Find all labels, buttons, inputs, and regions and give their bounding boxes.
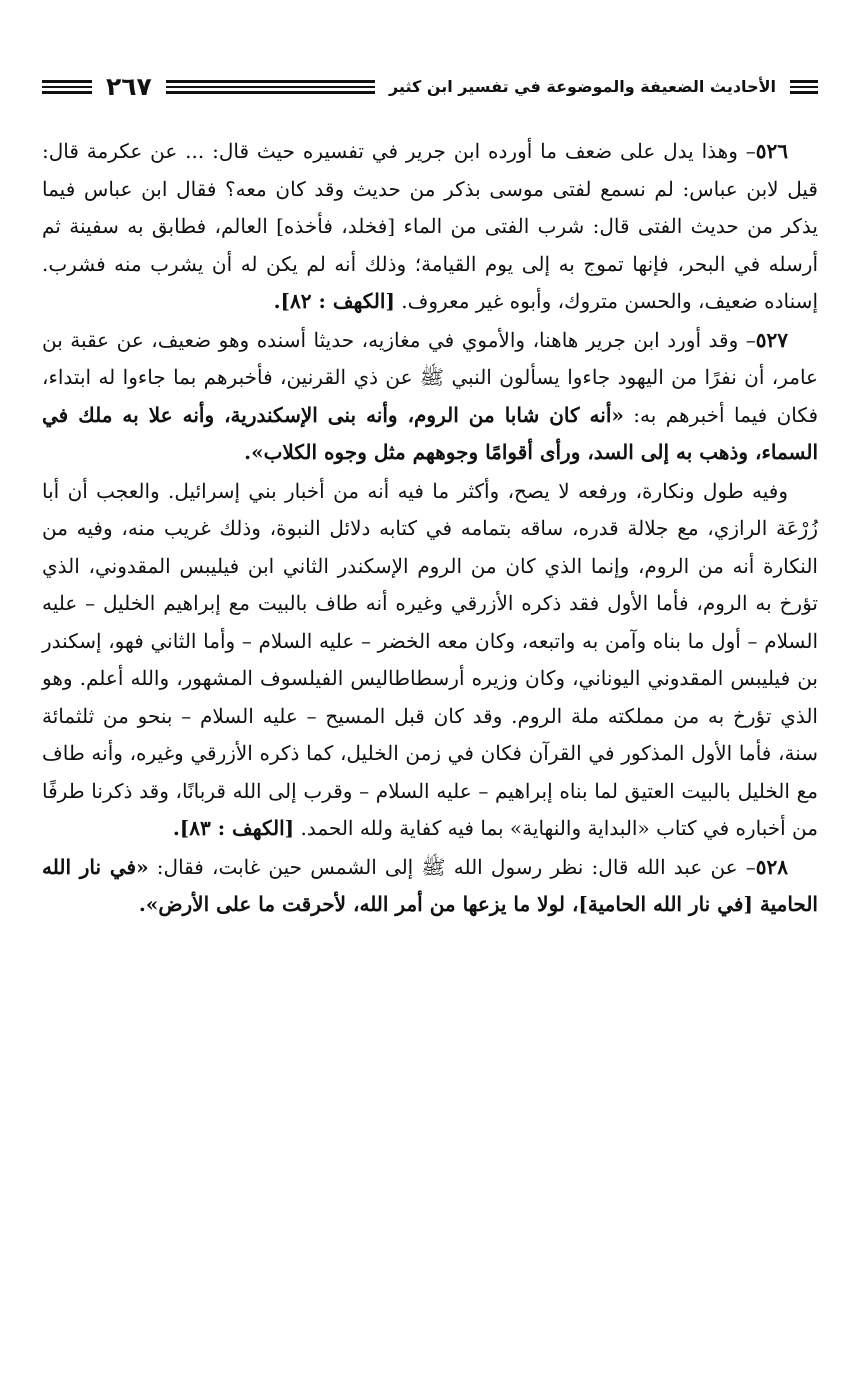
hadith-quote: «في نار الله الحامية [في نار الله الحامية]، لولا ما يزعها من أمر الله، لأحرقت ما على الأرض». [42, 854, 818, 916]
entry-text: – وقد أورد ابن جرير هاهنا، والأموي في مغازيه، حديثا أسنده وهو ضعيف، عن عقبة بن عامر، أن نفرًا من اليهود جاءوا يسألون النبي ﷺ عن ذي القرنين، فأخبرهم بما جاءوا له ابتداء، فكان فيما أخبرهم به: [42, 327, 819, 427]
entry-number: ٥٢٧ [755, 327, 788, 352]
entry-526 [42, 133, 818, 321]
entry-number: ٥٢٦ [755, 139, 788, 163]
header-rule-right [790, 80, 818, 94]
commentary-text: وفيه طول ونكارة، ورفعه لا يصح، وأكثر ما فيه أنه من أخبار بني إسرائيل. والعجب أن أبا زُرْعَة الرازي، مع جلالة قدره، ساقه بتمامه في كتابه دلائل النبوة، وذلك غريب منه، وفيه من النكارة أنه من الروم، وإنما الذي كان من الروم الإسكندر الثاني ابن فيليبس المقدوني، الذي تؤرخ به الروم، فأما الأول فقد ذكره الأزرقي وغيره أنه طاف بالبيت مع إبراهيم الخليل – عليه السلام – أول ما بناه وآمن به واتبعه، وكان معه الخضر – عليه السلام – وأما الثاني فهو، إسكندر بن فيليبس المقدوني اليوناني، وكان وزيره أرسطاطاليس الفيلسوف المشهور، والله أعلم. وهو الذي تؤرخ به من مملكته ملة الروم. وقد كان قبل المسيح – عليه السلام – بنحو من ثلثمائة سنة، فأما الأول المذكور في القرآن فكان في زمن الخليل، كما ذكره الأزرقي وغيره، وأنه طاف مع الخليل بالبيت العتيق لما بناه إبراهيم – عليه السلام – وقرب إلى الله قربانًا، وقد ذكرنا طرفًا من أخباره في كتاب «البداية والنهاية» بما فيه كفاية ولله الحمد. [42, 478, 819, 840]
header-rule-middle [166, 80, 375, 94]
entry-number: ٥٢٨ [755, 854, 789, 879]
entry-527 [42, 322, 818, 472]
entry-528 [42, 849, 818, 924]
page-number: ٢٦٧ [106, 72, 152, 101]
header-rule-left [42, 80, 92, 94]
running-header [42, 72, 818, 102]
quran-reference: [الكهف : ٨٢]. [273, 289, 395, 313]
quran-reference: [الكهف : ٨٣]. [172, 816, 295, 840]
entry-text: – عن عبد الله قال: نظر رسول الله ﷺ إلى الشمس حين غابت، فقال: [156, 854, 756, 879]
entry-527-commentary [42, 473, 818, 848]
entry-text: – وهذا يدل على ضعف ما أورده ابن جرير في تفسيره حيث قال: ... عن عكرمة قال: قيل لابن عباس: لم نسمع لفتى موسى بذكر من حديث وقد كان معه؟ فقال ابن عباس فيما يذكر من حديث الفتى قال: شرب الفتى من الماء [فخلد، فأخذه] العالم، فطابق به سفينة ثم أرسله في البحر، فإنها تموج به إلى يوم القيامة؛ وذلك أنه لم يكن له أن يشرب منه فشرب. إسناده ضعيف، والحسن متروك، وأبوه غير معروف. [42, 139, 818, 313]
page-body [42, 133, 818, 924]
hadith-quote: «أنه كان شابا من الروم، وأنه بنى الإسكندرية، وأنه علا به ملك في السماء، وذهب به إلى السد، ورأى أقوامًا وجوههم مثل وجوه الكلاب». [42, 402, 818, 464]
book-title: الأحاديث الضعيفة والموضوعة في تفسير ابن كثير [388, 77, 776, 96]
